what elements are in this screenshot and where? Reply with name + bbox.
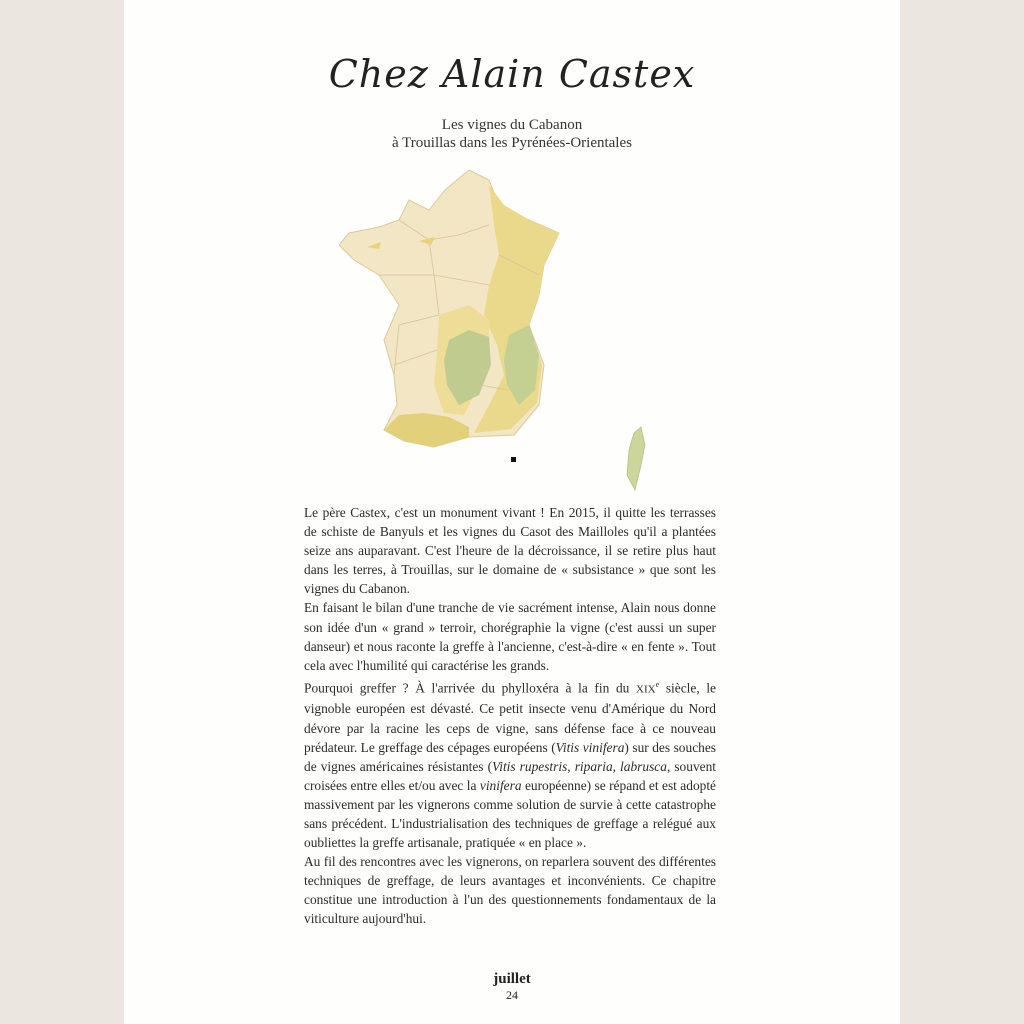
paragraph-greffe: [304, 675, 716, 852]
species-vinifera-2: vinifera: [479, 777, 522, 793]
greffe-text-1: Pourquoi greffer ? À l'arrivée du phylloxéra à la fin du: [304, 680, 637, 696]
page-number: 24: [506, 988, 518, 1002]
greffe-text-5: européenne) se répand et est adopté massivement par les vignerons comme solution de survie à cette catastrophe sans précédent. L'industrialisation des techniques de greffage a relégué aux oubliettes la greffe artisanale, pratiquée « en place ».: [304, 777, 716, 851]
map-corsica: [627, 427, 645, 490]
greffe-text-3: ) sur des souches de vignes américaines résistantes (: [304, 739, 716, 774]
section-month: juillet: [493, 971, 531, 987]
article-body: [304, 503, 716, 929]
species-american: Vitis rupestris, riparia, labrusca: [492, 758, 667, 774]
book-page: [124, 0, 900, 1024]
species-vinifera: Vitis vinifera: [555, 739, 625, 755]
page-subtitle: [124, 116, 900, 152]
subtitle-line-2: à Trouillas dans les Pyrénées-Orientales: [392, 135, 632, 151]
paragraph-conclusion: Au fil des rencontres avec les vignerons, on reparlera souvent des différentes techniques de greffage, de leurs avantages et inconvénients. Ce chapitre constitue une introduction à l'un des questionnements fondamentaux de la viticulture aujourd'hui.: [304, 854, 716, 927]
location-marker: [511, 457, 516, 462]
paragraph-bilan: En faisant le bilan d'une tranche de vie sacrément intense, Alain nous donne son idée d'un « grand » terroir, chorégraphie la vigne (c'est aussi un super danseur) et nous raconte la greffe à l'ancienne, c'est-à-dire « en fente ». Tout cela avec l'humilité qui caractérise les grands.: [304, 600, 716, 673]
greffe-text-2: siècle, le vignoble européen est dévasté. Ce petit insecte venu d'Amérique du Nord dévore par la racine les ceps de vigne, sans défense face à ce nouveau prédateur. Le greffage des cépages européens (: [304, 680, 716, 755]
france-map-illustration: [339, 165, 669, 500]
subtitle-line-1: Les vignes du Cabanon: [441, 117, 583, 133]
paragraph-intro: Le père Castex, c'est un monument vivant ! En 2015, il quitte les terrasses de schiste de Banyuls et les vignes du Casot des Mailloles qu'il a plantées seize ans auparavant. C'est l'heure de la décroissance, il se retire plus haut dans les terres, à Trouillas, sur le domaine de « subsistance » que sont les vignes du Cabanon.: [304, 505, 716, 597]
page-footer: [124, 970, 900, 1002]
page-title: Chez Alain Castex: [328, 52, 696, 96]
century-numeral: XIX: [636, 683, 656, 696]
century-suffix: e: [655, 679, 660, 689]
greffe-text-4: , souvent croisées entre elles et/ou avec la: [304, 758, 717, 793]
